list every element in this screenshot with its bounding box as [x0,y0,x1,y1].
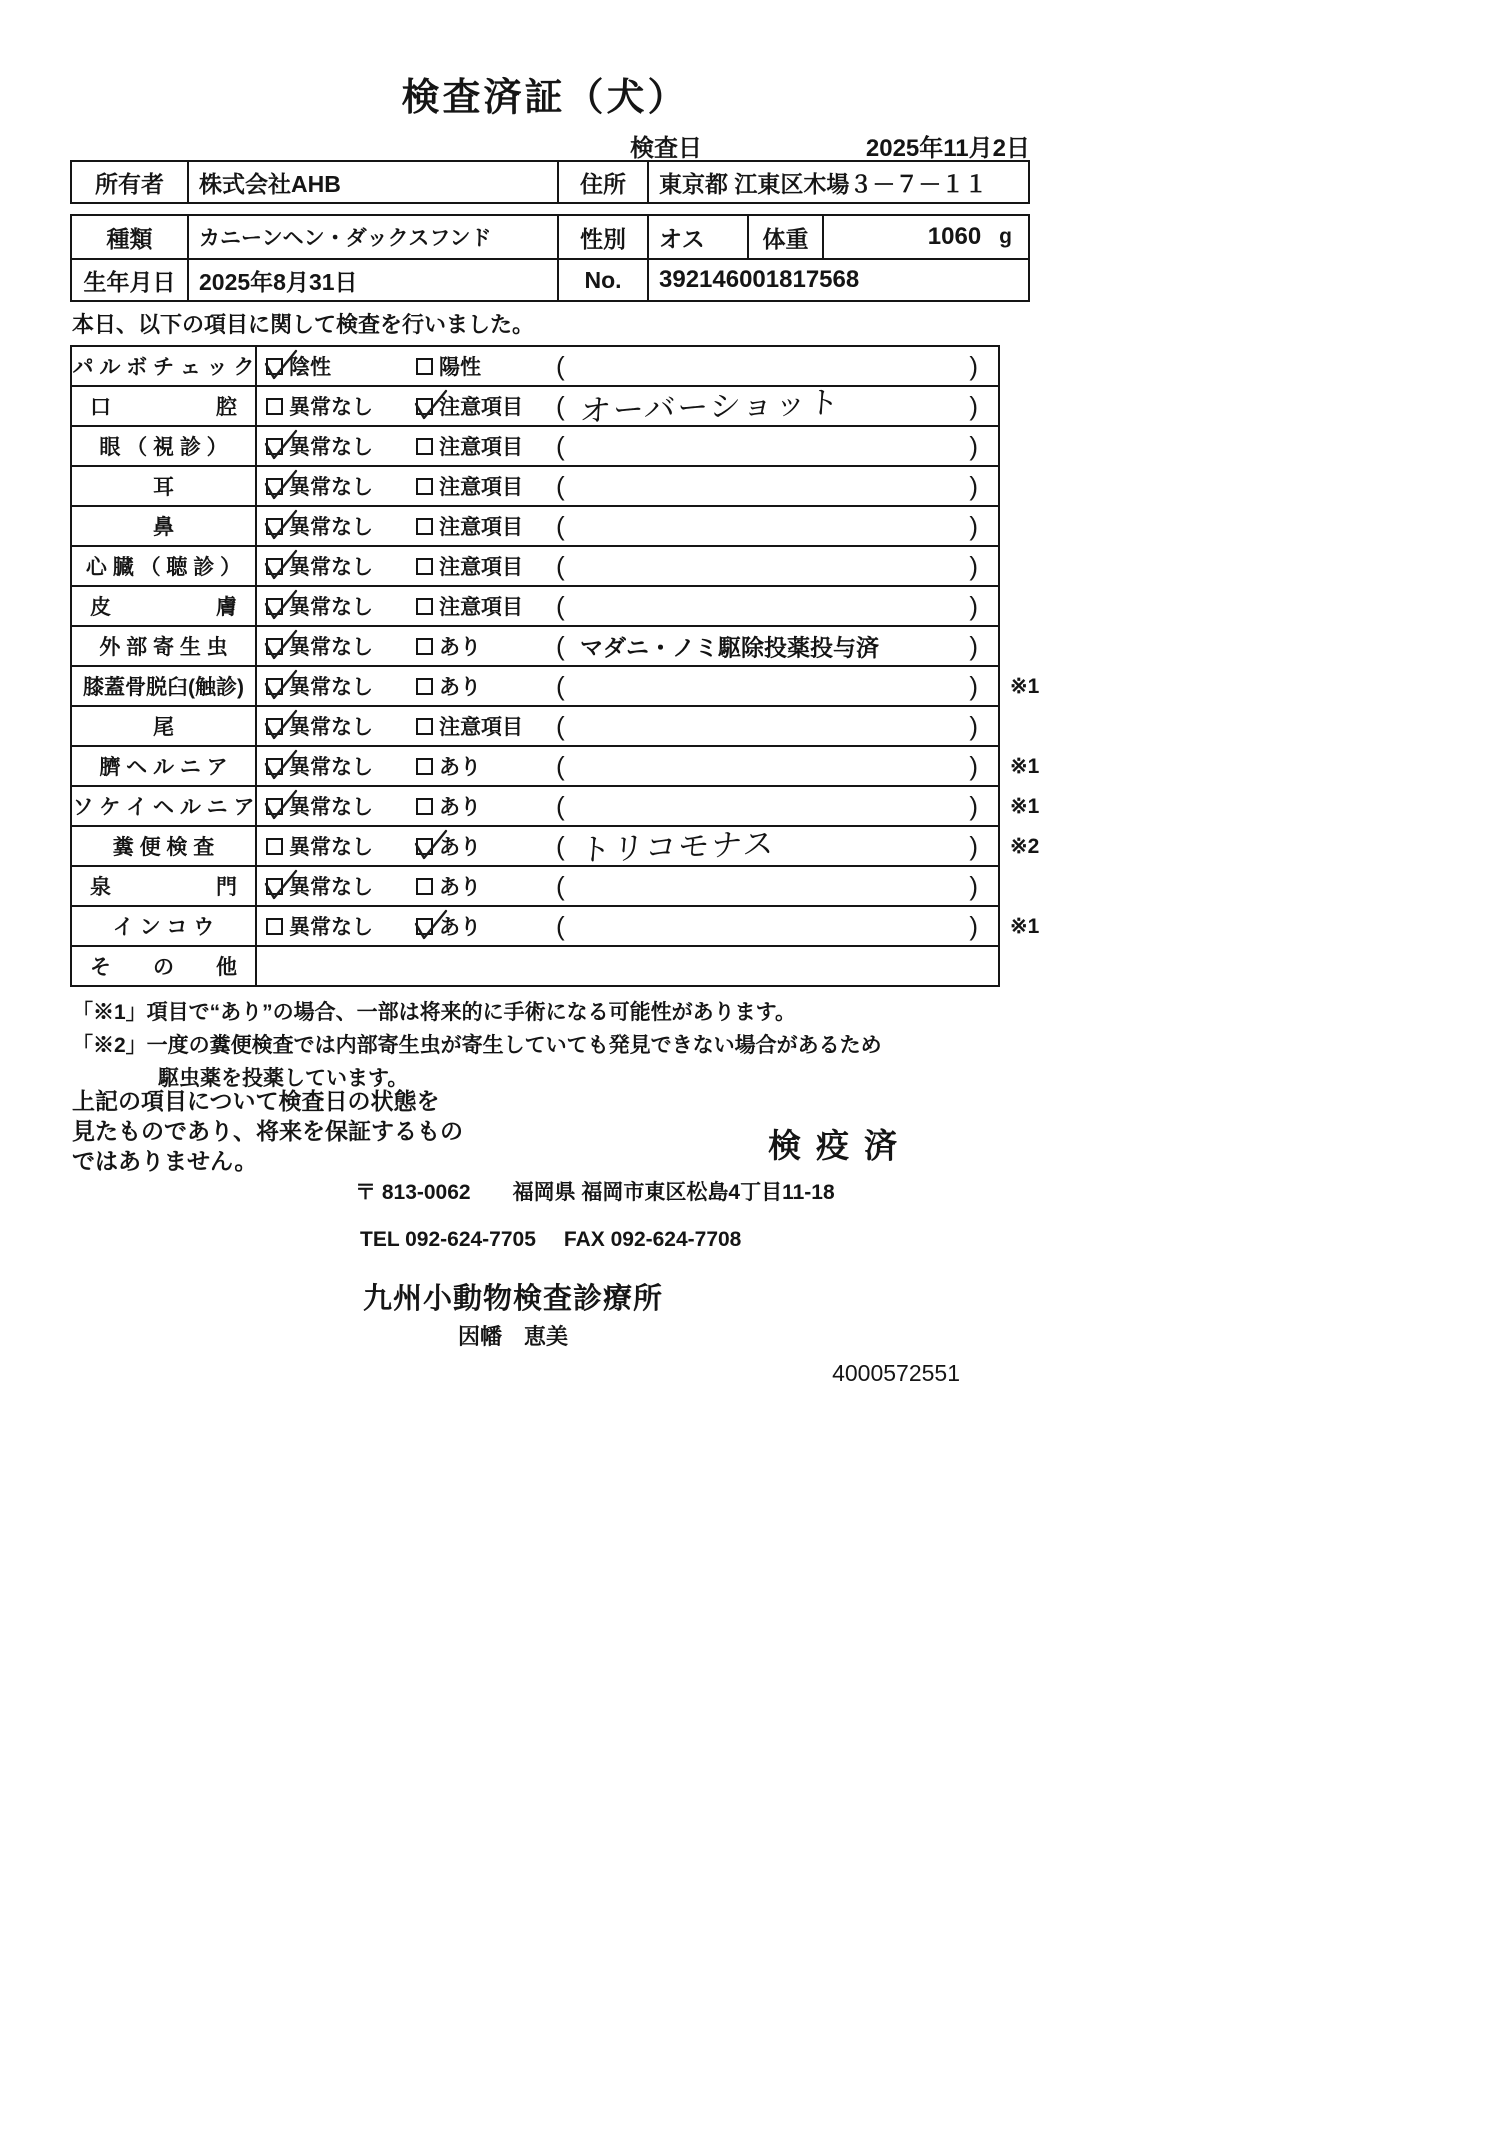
footnote-1: 「※1」項目で“あり”の場合、一部は将来的に手術になる可能性があります。 [72,1001,796,1024]
option-2 [407,467,550,505]
checkbox [416,398,433,415]
option-2-label: 注意項目 [439,516,523,539]
paren-open: ( [556,510,565,541]
row-reference-mark [1000,625,1055,667]
pet-table [70,214,1030,302]
option-1 [257,707,407,745]
statement-text: 本日、以下の項目に関して検査を行いました。 [72,312,535,337]
checkbox [266,438,283,455]
checkbox [266,558,283,575]
item-label: 心 臓 （ 聴 診 ） [72,547,257,585]
item-label: 膝蓋骨脱臼(触診) [72,667,257,705]
pet-row-1 [72,216,1028,258]
sex-value: オス [647,216,747,258]
breed-label: 種類 [106,225,153,252]
option-2-label: 注意項目 [439,396,523,419]
paren-open: ( [556,390,565,421]
note-area [550,427,998,465]
inspection-row [70,505,1055,547]
option-1 [257,787,407,825]
option-2 [407,387,550,425]
option-2 [407,667,550,705]
postal-code: 〒 813-0062 [355,1181,471,1204]
paren-close: ) [969,390,978,421]
option-2-label: 注意項目 [439,716,523,739]
checkbox [266,518,283,535]
row-reference-mark [1000,945,1055,987]
row-reference-mark [1000,465,1055,507]
option-1-label: 異常なし [289,556,373,579]
note-area [550,547,998,585]
checkbox [266,718,283,735]
inspection-row [70,585,1055,627]
option-2-label: あり [439,796,481,819]
paren-open: ( [556,430,565,461]
option-2-label: あり [439,876,481,899]
owner-value: 株式会社AHB [187,162,557,202]
weight-label: 体重 [747,216,822,258]
item-label: 鼻 [72,507,257,545]
clinic-address: 福岡県 福岡市東区松島4丁目11-18 [512,1181,835,1204]
option-2 [407,787,550,825]
inspection-row-box [70,505,1000,547]
paren-open: ( [556,870,565,901]
item-label: パ ル ボ チ ェ ッ ク [72,347,257,385]
option-1 [257,507,407,545]
checkbox [416,478,433,495]
option-1-label: 異常なし [289,836,373,859]
paren-close: ) [969,550,978,581]
paren-close: ) [969,710,978,741]
serial-number: 4000572551 [832,1360,960,1386]
no-label: No. [557,260,647,300]
paren-open: ( [556,350,565,381]
inspection-row-box [70,545,1000,587]
owner-row [72,162,1028,202]
option-2-label: 注意項目 [439,556,523,579]
paren-close: ) [969,470,978,501]
inspection-row [70,905,1055,947]
checkbox [416,358,433,375]
option-1 [257,907,407,945]
inspection-row [70,345,1055,387]
inspection-row-box [70,425,1000,467]
inspection-table [70,345,1055,987]
inspection-row-box [70,785,1000,827]
item-label: 外 部 寄 生 虫 [72,627,257,665]
footnotes [72,996,882,1095]
disclaimer-line-1: 上記の項目について検査日の状態を [72,1088,440,1114]
inspection-row [70,545,1055,587]
note-area [550,627,998,665]
item-label: 臍 ヘ ル ニ ア [72,747,257,785]
checkbox [416,758,433,775]
note-area [550,707,998,745]
option-2 [407,627,550,665]
inspection-row-box [70,705,1000,747]
option-2-label: あり [439,916,481,939]
item-label: 皮 膚 [72,587,257,625]
option-1 [257,827,407,865]
checkbox [416,918,433,935]
checkbox [416,438,433,455]
inspection-date-value: 2025年11月2日 [865,135,1030,162]
weight-unit: g [999,225,1012,248]
paren-close: ) [969,790,978,821]
row-reference-mark [1000,425,1055,467]
row-reference-mark [1000,505,1055,547]
footnote-2-cont: 駆虫薬を投薬しています。 [158,1067,409,1090]
note-area [550,467,998,505]
item-label: 口 腔 [72,387,257,425]
paren-close: ) [969,590,978,621]
paren-open: ( [556,910,565,941]
inspection-row [70,465,1055,507]
checkbox [266,798,283,815]
paren-open: ( [556,550,565,581]
birthdate-value: 2025年8月31日 [187,260,557,300]
option-2-label: 陽性 [439,356,481,379]
option-2-label: あり [439,836,481,859]
option-1-label: 異常なし [289,636,373,659]
inspection-row [70,625,1055,667]
option-2 [407,827,550,865]
inspection-row [70,865,1055,907]
option-2 [407,547,550,585]
row-reference-mark: ※1 [1010,754,1040,778]
row-reference-mark: ※1 [1010,914,1040,938]
inspection-row-box [70,625,1000,667]
note-area [550,587,998,625]
owner-table [70,160,1030,204]
option-1 [257,387,407,425]
paren-close: ) [969,870,978,901]
item-label: ソ ケ イ ヘ ル ニ ア [72,787,257,825]
item-label: そ の 他 [72,947,257,985]
note-area [550,507,998,545]
option-1 [257,467,407,505]
item-label: 泉 門 [72,867,257,905]
checkbox [416,878,433,895]
option-1-label: 異常なし [289,676,373,699]
clinic-address-row [355,1176,835,1206]
option-2 [407,347,550,385]
option-2 [407,587,550,625]
item-label: 耳 [72,467,257,505]
checkbox [266,358,283,375]
owner-address-value: 東京都 江東区木場３－７－１１ [647,162,1028,202]
inspection-row [70,745,1055,787]
item-label: イ ン コ ウ [72,907,257,945]
option-2 [407,907,550,945]
sex-label: 性別 [557,216,647,258]
footnote-2: 「※2」一度の糞便検査では内部寄生虫が寄生していても発見できない場合があるため [72,1034,882,1057]
checkbox [266,918,283,935]
quarantine-stamp: 検疫済 [768,1127,912,1164]
option-2 [407,867,550,905]
inspection-date-label: 検査日 [630,135,702,162]
checkbox [416,838,433,855]
checkbox [266,678,283,695]
option-1-label: 異常なし [289,716,373,739]
inspection-row-box [70,825,1000,867]
checkbox [416,638,433,655]
row-reference-mark [1000,865,1055,907]
note-area [550,747,998,785]
note-area [550,667,998,705]
option-1-label: 異常なし [289,436,373,459]
tel-number: TEL 092-624-7705 [360,1228,536,1251]
birthdate-label: 生年月日 [83,268,176,295]
checkbox [266,478,283,495]
paren-close: ) [969,510,978,541]
inspection-row [70,825,1055,867]
row-reference-mark [1000,705,1055,747]
option-2-label: あり [439,756,481,779]
option-1-label: 異常なし [289,516,373,539]
option-1 [257,747,407,785]
veterinarian-name: 因幡 恵美 [457,1324,568,1349]
row-note: マダニ・ノミ駆除投薬投与済 [580,634,879,661]
option-1-label: 異常なし [289,796,373,819]
inspection-row-box [70,385,1000,427]
option-2 [407,507,550,545]
inspection-row-box [70,865,1000,907]
option-1-label: 異常なし [289,916,373,939]
paren-open: ( [556,470,565,501]
fax-number: FAX 092-624-7708 [563,1228,742,1251]
inspection-row-box [70,945,1000,987]
option-2 [407,707,550,745]
paren-open: ( [556,750,565,781]
option-2-label: 注意項目 [439,596,523,619]
no-value: 392146001817568 [647,260,1028,300]
option-1 [257,347,407,385]
disclaimer [72,1086,463,1176]
option-2-label: あり [439,636,481,659]
inspection-row [70,385,1055,427]
paren-close: ) [969,830,978,861]
paren-close: ) [969,430,978,461]
paren-close: ) [969,630,978,661]
paren-open: ( [556,630,565,661]
option-1 [257,867,407,905]
inspection-row [70,945,1055,987]
option-1-label: 陰性 [289,356,331,379]
inspection-row [70,705,1055,747]
checkbox [416,718,433,735]
note-area [550,825,998,868]
checkbox [416,518,433,535]
inspection-date-row [630,128,1030,163]
paren-open: ( [556,790,565,821]
weight-value: 1060 [927,223,982,250]
row-reference-mark [1000,585,1055,627]
page-title: 検査済証（犬） [401,77,689,119]
row-reference-mark: ※1 [1010,794,1040,818]
option-2 [407,427,550,465]
paren-open: ( [556,710,565,741]
inspection-row [70,425,1055,467]
checkbox [266,598,283,615]
paren-open: ( [556,590,565,621]
inspection-row-box [70,345,1000,387]
clinic-name: 九州小動物検査診療所 [362,1283,663,1315]
item-label: 糞 便 検 査 [72,827,257,865]
option-2 [407,747,550,785]
row-reference-mark [1000,545,1055,587]
checkbox [416,678,433,695]
option-1-label: 異常なし [289,756,373,779]
checkbox [416,558,433,575]
paren-close: ) [969,750,978,781]
checkbox [266,838,283,855]
item-label: 眼 （ 視 診 ） [72,427,257,465]
checkbox [416,598,433,615]
option-2-label: あり [439,676,481,699]
disclaimer-line-2: 見たものであり、将来を保証するもの [72,1118,463,1144]
paren-open: ( [556,670,565,701]
inspection-row-box [70,665,1000,707]
paren-close: ) [969,350,978,381]
option-1-label: 異常なし [289,596,373,619]
inspection-row-box [70,465,1000,507]
option-1 [257,587,407,625]
inspection-row-box [70,745,1000,787]
row-reference-mark: ※1 [1010,674,1040,698]
row-reference-mark [1000,345,1055,387]
owner-address-label: 住所 [557,162,647,202]
paren-open: ( [556,830,565,861]
note-area [550,384,998,429]
inspection-row [70,785,1055,827]
option-1 [257,427,407,465]
option-1 [257,547,407,585]
checkbox [266,878,283,895]
checkbox [416,798,433,815]
item-label: 尾 [72,707,257,745]
inspection-row [70,665,1055,707]
checkbox [266,398,283,415]
option-1-label: 異常なし [289,876,373,899]
option-1 [257,627,407,665]
row-reference-mark [1000,385,1055,427]
option-1-label: 異常なし [289,476,373,499]
option-2-label: 注意項目 [439,436,523,459]
row-note: オーバーショット [578,384,843,429]
row-note: トリコモナス [578,825,778,868]
paren-close: ) [969,910,978,941]
paren-close: ) [969,670,978,701]
checkbox [266,638,283,655]
option-1 [257,667,407,705]
option-2-label: 注意項目 [439,476,523,499]
note-area [550,907,998,945]
owner-label: 所有者 [95,170,164,197]
inspection-row-box [70,585,1000,627]
inspection-row-box [70,905,1000,947]
weight-cell [822,216,1028,258]
pet-row-2 [72,258,1028,300]
note-area [550,867,998,905]
option-1-label: 異常なし [289,396,373,419]
tel-fax-row [360,1228,741,1252]
disclaimer-line-3: ではありません。 [72,1148,258,1174]
breed-value: カニーンヘン・ダックスフンド [187,216,557,258]
row-reference-mark: ※2 [1010,834,1040,858]
checkbox [266,758,283,775]
